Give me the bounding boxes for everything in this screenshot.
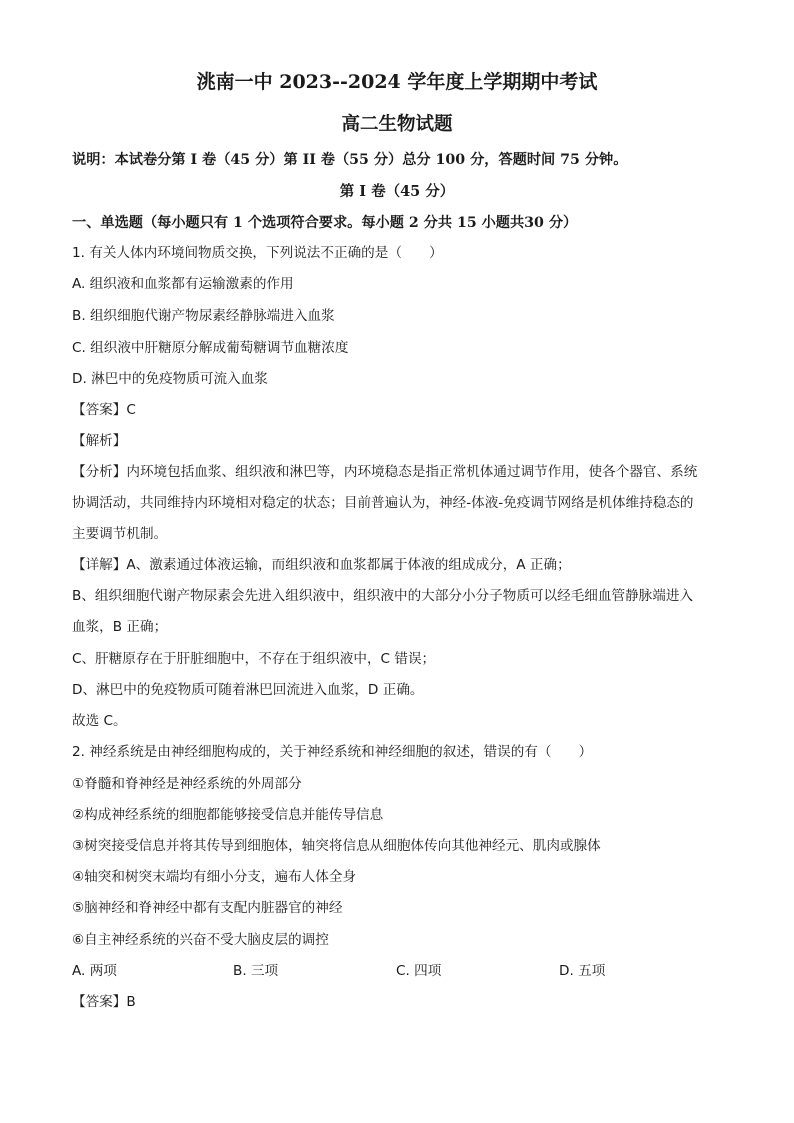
- question-1-option-d: D. 淋巴中的免疫物质可流入血浆: [72, 371, 268, 387]
- question-2-option-b: B. 三项: [233, 963, 279, 979]
- question-2-statement: ①脊髓和脊神经是神经系统的外周部分: [72, 776, 302, 792]
- question-2-statement: ③树突接受信息并将其传导到细胞体，轴突将信息从细胞体传向其他神经元、肌肉或腺体: [72, 838, 601, 854]
- question-1-analysis-line: 【分析】内环境包括血浆、组织液和淋巴等，内环境稳态是指正常机体通过调节作用，使各个器官、系统: [72, 464, 698, 480]
- question-2-statement: ⑤脑神经和脊神经中都有支配内脏器官的神经: [72, 900, 343, 916]
- question-1-answer: 【答案】C: [72, 402, 136, 418]
- question-1-detail-line: 血浆，B 正确；: [72, 619, 168, 635]
- question-1-conclusion: 故选 C。: [72, 713, 127, 729]
- question-2-answer: 【答案】B: [72, 994, 136, 1010]
- question-1-detail-line: 【详解】A、激素通过体液运输，而组织液和血浆都属于体液的组成成分，A 正确；: [72, 557, 571, 573]
- question-2-statement: ②构成神经系统的细胞都能够接受信息并能传导信息: [72, 807, 384, 823]
- question-1-option-b: B. 组织细胞代谢产物尿素经静脉端进入血浆: [72, 308, 335, 324]
- question-2-option-a: A. 两项: [72, 963, 117, 979]
- page-title: 洮南一中 2023--2024 学年度上学期期中考试: [196, 71, 598, 93]
- question-1-analysis-line: 协调活动，共同维持内环境相对稳定的状态；目前普遍认为，神经-体液-免疫调节网络是机体维持稳态的: [72, 495, 694, 511]
- question-1-analysis-label: 【解析】: [72, 433, 127, 449]
- question-1-option-a: A. 组织液和血浆都有运输激素的作用: [72, 276, 294, 292]
- section-heading: 第 I 卷（45 分）: [339, 183, 455, 200]
- page-subtitle: 高二生物试题: [341, 114, 453, 135]
- question-1-stem: 1. 有关人体内环境间物质交换，下列说法不正确的是（ ）: [72, 245, 443, 261]
- question-1-detail-line: B、组织细胞代谢产物尿素会先进入组织液中，组织液中的大部分小分子物质可以经毛细血管静脉端进入: [72, 588, 694, 604]
- question-2-statement: ④轴突和树突末端均有细小分支，遍布人体全身: [72, 869, 357, 885]
- question-1-option-c: C. 组织液中肝糖原分解成葡萄糖调节血糖浓度: [72, 340, 349, 356]
- question-1-detail-line: C、肝糖原存在于肝脏细胞中，不存在于组织液中，C 错误；: [72, 651, 436, 667]
- question-2-option-d: D. 五项: [559, 963, 606, 979]
- exam-instructions: 说明：本试卷分第 I 卷（45 分）第 II 卷（55 分）总分 100 分，答题时间 75 分钟。: [72, 152, 628, 168]
- question-2-statement: ⑥自主神经系统的兴奋不受大脑皮层的调控: [72, 932, 329, 948]
- question-2-stem: 2. 神经系统是由神经细胞构成的，关于神经系统和神经细胞的叙述，错误的有（ ）: [72, 744, 593, 760]
- question-1-analysis-line: 主要调节机制。: [72, 526, 168, 542]
- question-1-detail-line: D、淋巴中的免疫物质可随着淋巴回流进入血浆，D 正确。: [72, 682, 424, 698]
- part-heading: 一、单选题（每小题只有 1 个选项符合要求。每小题 2 分共 15 小题共30 分）: [72, 215, 578, 231]
- question-2-option-c: C. 四项: [396, 963, 442, 979]
